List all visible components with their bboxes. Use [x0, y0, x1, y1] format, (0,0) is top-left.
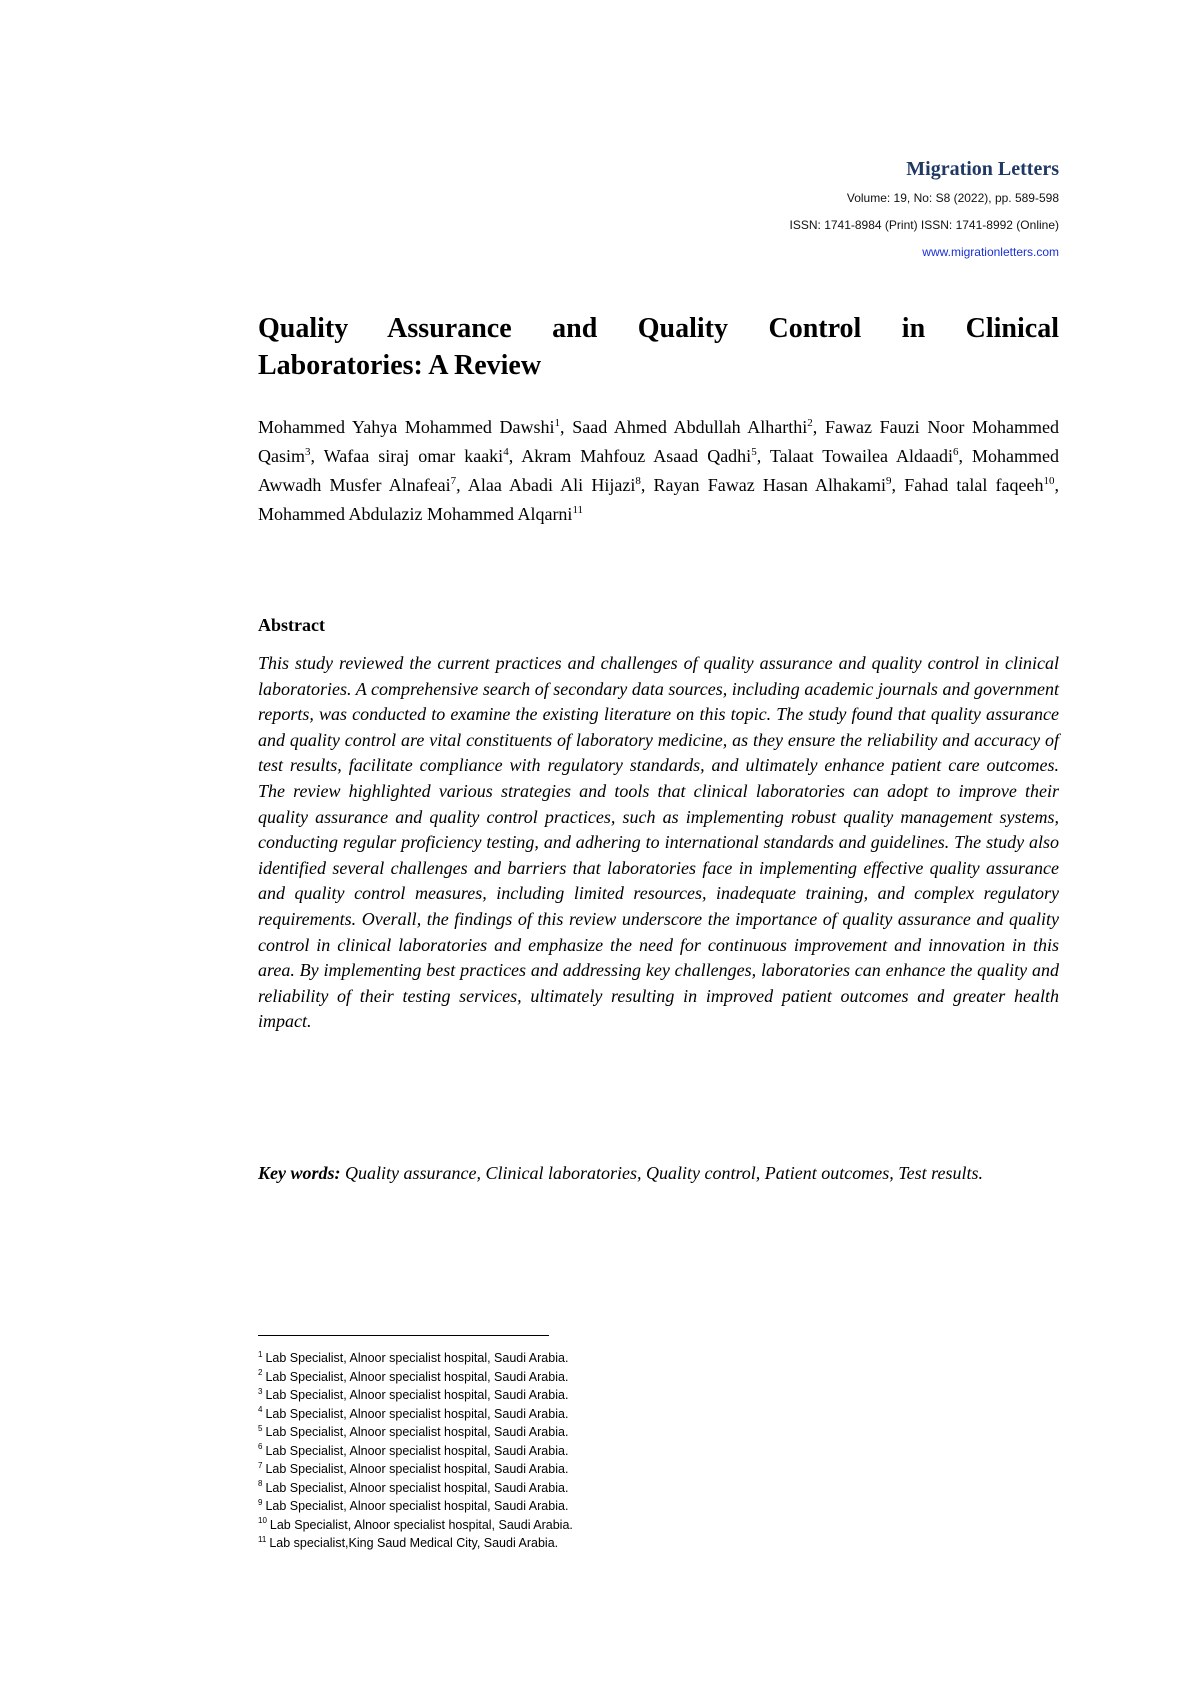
footnote-number: 7 — [258, 1460, 263, 1470]
author-affiliation-marker: 9 — [886, 475, 892, 487]
journal-website-link[interactable]: www.migrationletters.com — [922, 245, 1059, 259]
journal-header — [790, 158, 1059, 259]
footnote-item — [258, 1386, 573, 1405]
footnote-separator — [258, 1335, 549, 1336]
paper-title-line-1: Quality Assurance and Quality Control in Clinical — [258, 313, 1059, 344]
footnote-number: 6 — [258, 1442, 263, 1452]
author-affiliation-marker: 10 — [1043, 475, 1055, 487]
footnote-item — [258, 1460, 573, 1479]
paper-title — [258, 310, 1059, 384]
author-name: Akram Mahfouz Asaad Qadhi — [521, 446, 752, 466]
author-list: Mohammed Yahya Mohammed Dawshi$^1$, Saad Ahmed Abdullah Alharthi$^2$, Fawaz Fauzi Noor Mohammed Qasim$^3$, Wafaa siraj omar kaaki$^4$, Akram Mahfouz Asaad Qadhi$^5$, Talaat Towailea Aldaadi$^6$, Mohammed Awwadh Musfer Alnafeai$^7$, Alaa Abadi Ali Hijazi$^8$, Rayan Fawaz Hasan Alhakami$^9$, Fahad talal faqeeh$^{10}$, Mohammed Abdulaziz Mohammed Alqarni$^{11}$ — [258, 417, 1060, 524]
author-affiliation-marker: 11 — [572, 504, 584, 516]
footnote-item — [258, 1405, 573, 1424]
footnote-number: 8 — [258, 1479, 263, 1489]
footnote-item — [258, 1534, 573, 1553]
footnote-text: Lab Specialist, Alnoor specialist hospital, Saudi Arabia. — [265, 1480, 569, 1495]
abstract-heading: Abstract — [258, 615, 325, 635]
footnote-item — [258, 1442, 573, 1461]
author-affiliation-marker: 2 — [807, 417, 813, 429]
keywords-label: Key words: — [258, 1163, 341, 1183]
footnotes-list — [258, 1349, 573, 1553]
author-name: Mohammed Yahya Mohammed Dawshi — [258, 417, 555, 437]
footnote-text: Lab Specialist, Alnoor specialist hospital, Saudi Arabia. — [265, 1462, 569, 1476]
footnote-number: 5 — [258, 1423, 263, 1433]
author-name: Alaa Abadi Ali Hijazi — [467, 475, 636, 495]
footnote-number: 2 — [258, 1368, 263, 1378]
author-affiliation-marker: 7 — [450, 475, 457, 487]
author-name: Wafaa siraj omar kaaki — [323, 446, 504, 466]
author-name: Talaat Towailea Aldaadi — [769, 446, 953, 466]
footnote-text: Lab Specialist, Alnoor specialist hospital, Saudi Arabia. — [265, 1406, 569, 1421]
footnote-number: 3 — [258, 1386, 263, 1396]
keywords — [258, 1160, 1059, 1187]
footnote-number: 10 — [258, 1516, 267, 1526]
footnote-text: Lab Specialist, Alnoor specialist hospital, Saudi Arabia. — [265, 1351, 569, 1365]
volume-info: Volume: 19, No: S8 (2022), pp. 589-598 — [846, 191, 1059, 205]
author-name: Fahad talal faqeeh — [904, 475, 1044, 495]
footnote-item — [258, 1479, 573, 1498]
footnote-item — [258, 1423, 573, 1442]
footnote-text: Lab specialist,King Saud Medical City, Saudi Arabia. — [269, 1536, 559, 1550]
author-affiliation-marker: 1 — [554, 417, 561, 429]
footnote-text: Lab Specialist, Alnoor specialist hospital, Saudi Arabia. — [265, 1425, 569, 1439]
author-affiliation-marker: 4 — [503, 446, 509, 458]
issn-info: ISSN: 1741-8984 (Print) ISSN: 1741-8992 (Online) — [789, 218, 1059, 232]
footnote-text: Lab Specialist, Alnoor specialist hospital, Saudi Arabia. — [265, 1388, 569, 1402]
author-name: Mohammed Abdulaziz Mohammed Alqarni — [258, 504, 573, 524]
author-affiliation-marker: 5 — [751, 446, 757, 458]
footnote-number: 11 — [258, 1534, 267, 1544]
footnote-item — [258, 1368, 573, 1387]
footnote-text: Lab Specialist, Alnoor specialist hospital, Saudi Arabia. — [265, 1499, 569, 1513]
author-affiliation-marker: 6 — [952, 446, 959, 458]
footnote-text: Lab Specialist, Alnoor specialist hospital, Saudi Arabia. — [265, 1443, 569, 1458]
footnote-number: 1 — [258, 1349, 263, 1359]
footnote-number: 4 — [258, 1405, 263, 1415]
footnote-text: Lab Specialist, Alnoor specialist hospital, Saudi Arabia. — [269, 1517, 573, 1532]
website-line — [790, 245, 1059, 259]
author-name: Mohammed Awwadh Musfer Alnafeai — [258, 446, 1059, 495]
footnote-number: 9 — [258, 1497, 263, 1507]
footnote-text: Lab Specialist, Alnoor specialist hospital, Saudi Arabia. — [265, 1369, 569, 1384]
footnote-item — [258, 1516, 573, 1535]
footnote-item — [258, 1497, 573, 1516]
author-name: Fawaz Fauzi Noor Mohammed Qasim — [258, 417, 1060, 466]
paper-title-line-2: Laboratories: A Review — [258, 350, 542, 381]
journal-name: Migration Letters — [906, 158, 1059, 180]
keywords-text: Quality assurance, Clinical laboratories, Quality control, Patient outcomes, Test results. — [345, 1163, 983, 1183]
author-name: Rayan Fawaz Hasan Alhakami — [653, 475, 887, 495]
footnote-item — [258, 1349, 573, 1368]
abstract-text: This study reviewed the current practices and challenges of quality assurance and quality control in clinical laboratories. A comprehensive search of secondary data sources, including academic journals and government reports, was conducted to examine the existing literature on this topic. The study found that quality assurance and quality control are vital constituents of laboratory medicine, as they ensure the reliability and accuracy of test results, facilitate compliance with regulatory standards, and ultimately enhance patient care outcomes. The review highlighted various strategies and tools that clinical laboratories can adopt to improve their quality assurance and quality control practices, such as implementing robust quality management systems, conducting regular proficiency testing, and adhering to international standards and guidelines. The study also identified several challenges and barriers that laboratories face in implementing effective quality assurance and quality control measures, including limited resources, inadequate training, and complex regulatory requirements. Overall, the findings of this review underscore the importance of quality assurance and quality control in clinical laboratories and emphasize the need for continuous improvement and innovation in this area. By implementing best practices and addressing key challenges, laboratories can enhance the quality and reliability of their testing services, ultimately resulting in improved patient outcomes and greater health impact. — [258, 653, 1059, 1032]
author-affiliation-marker: 3 — [305, 446, 311, 458]
author-affiliation-marker: 8 — [635, 475, 641, 487]
author-name: Saad Ahmed Abdullah Alharthi — [572, 417, 808, 437]
